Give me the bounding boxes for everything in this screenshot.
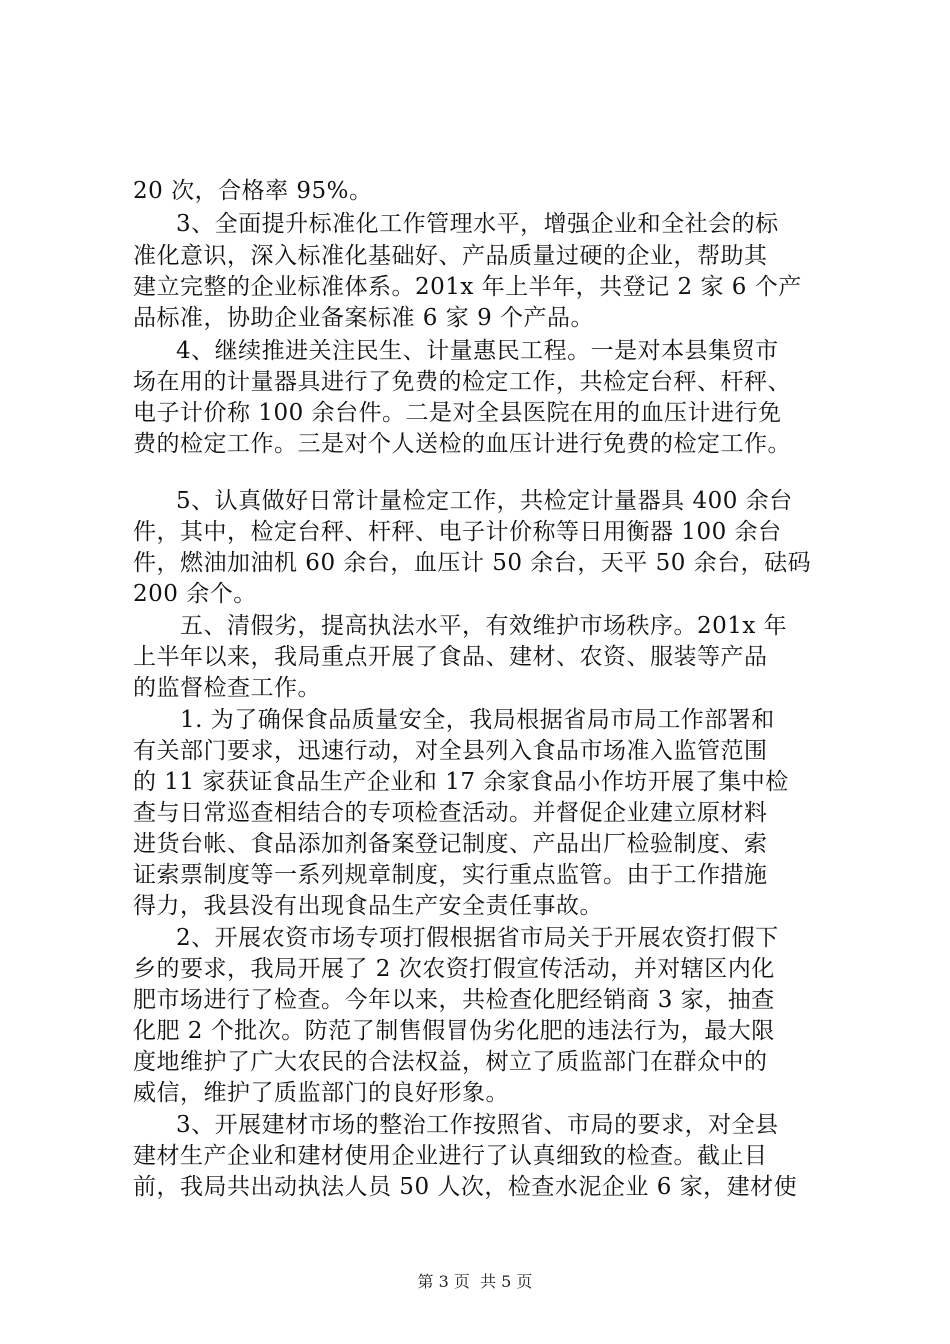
text-line: 费的检定工作。三是对个人送检的血压计进行免费的检定工作。 bbox=[133, 431, 791, 457]
section-heading-line: 五、清假劣，提高执法水平，有效维护市场秩序。201x 年 bbox=[180, 613, 788, 639]
text-line: 进货台帐、食品添加剂备案登记制度、产品出厂检验制度、索 bbox=[133, 831, 768, 857]
text-line: 的监督检查工作。 bbox=[133, 675, 321, 701]
text-line: 件，燃油加油机 60 余台，血压计 50 余台，天平 50 余台，砝码 bbox=[133, 550, 812, 576]
text-line: 威信，维护了质监部门的良好形象。 bbox=[133, 1080, 509, 1106]
text-line: 有关部门要求，迅速行动，对全县列入食品市场准入监管范围 bbox=[133, 738, 768, 764]
text-line: 乡的要求，我局开展了 2 次农资打假宣传活动，并对辖区内化 bbox=[133, 956, 775, 982]
text-line: 电子计价称 100 余台件。二是对全县医院在用的血压计进行免 bbox=[133, 400, 782, 426]
text-line: 件，其中，检定台秤、杆秤、电子计价称等日用衡器 100 余台 bbox=[133, 519, 782, 545]
text-line: 20 次，合格率 95%。 bbox=[133, 178, 373, 204]
text-line: 化肥 2 个批次。防范了制售假冒伪劣化肥的违法行为，最大限 bbox=[133, 1018, 775, 1044]
text-line: 上半年以来，我局重点开展了食品、建材、农资、服装等产品 bbox=[133, 644, 768, 670]
text-line: 建立完整的企业标准体系。201x 年上半年，共登记 2 家 6 个产 bbox=[133, 274, 802, 300]
text-line: 前，我局共出动执法人员 50 人次，检查水泥企业 6 家，建材使 bbox=[133, 1174, 798, 1200]
text-line: 的 11 家获证食品生产企业和 17 余家食品小作坊开展了集中检 bbox=[133, 769, 789, 795]
paragraph-start-line: 1. 为了确保食品质量安全，我局根据省局市局工作部署和 bbox=[180, 707, 775, 733]
text-line: 200 余个。 bbox=[133, 581, 257, 607]
text-line: 品标准，协助企业备案标准 6 家 9 个产品。 bbox=[133, 305, 595, 331]
paragraph-start-line: 3、全面提升标准化工作管理水平，增强企业和全社会的标 bbox=[176, 211, 779, 237]
text-line: 建材生产企业和建材使用企业进行了认真细致的检查。截止目 bbox=[133, 1143, 768, 1169]
paragraph-start-line: 5、认真做好日常计量检定工作，共检定计量器具 400 余台 bbox=[176, 488, 793, 514]
text-line: 场在用的计量器具进行了免费的检定工作，共检定台秤、杆秤、 bbox=[133, 369, 791, 395]
text-line: 肥市场进行了检查。今年以来，共检查化肥经销商 3 家，抽查 bbox=[133, 987, 775, 1013]
text-line: 得力，我县没有出现食品生产安全责任事故。 bbox=[133, 893, 603, 919]
text-line: 证索票制度等一系列规章制度，实行重点监管。由于工作措施 bbox=[133, 862, 768, 888]
paragraph-start-line: 3、开展建材市场的整治工作按照省、市局的要求，对全县 bbox=[176, 1112, 779, 1138]
text-line: 准化意识，深入标准化基础好、产品质量过硬的企业，帮助其 bbox=[133, 243, 768, 269]
page-footer: 第 3 页 共 5 页 bbox=[417, 1272, 533, 1291]
text-line: 度地维护了广大农民的合法权益，树立了质监部门在群众中的 bbox=[133, 1049, 768, 1075]
paragraph-start-line: 4、继续推进关注民生、计量惠民工程。一是对本县集贸市 bbox=[176, 338, 779, 364]
paragraph-start-line: 2、开展农资市场专项打假根据省市局关于开展农资打假下 bbox=[176, 925, 779, 951]
text-line: 查与日常巡查相结合的专项检查活动。并督促企业建立原材料 bbox=[133, 800, 768, 826]
